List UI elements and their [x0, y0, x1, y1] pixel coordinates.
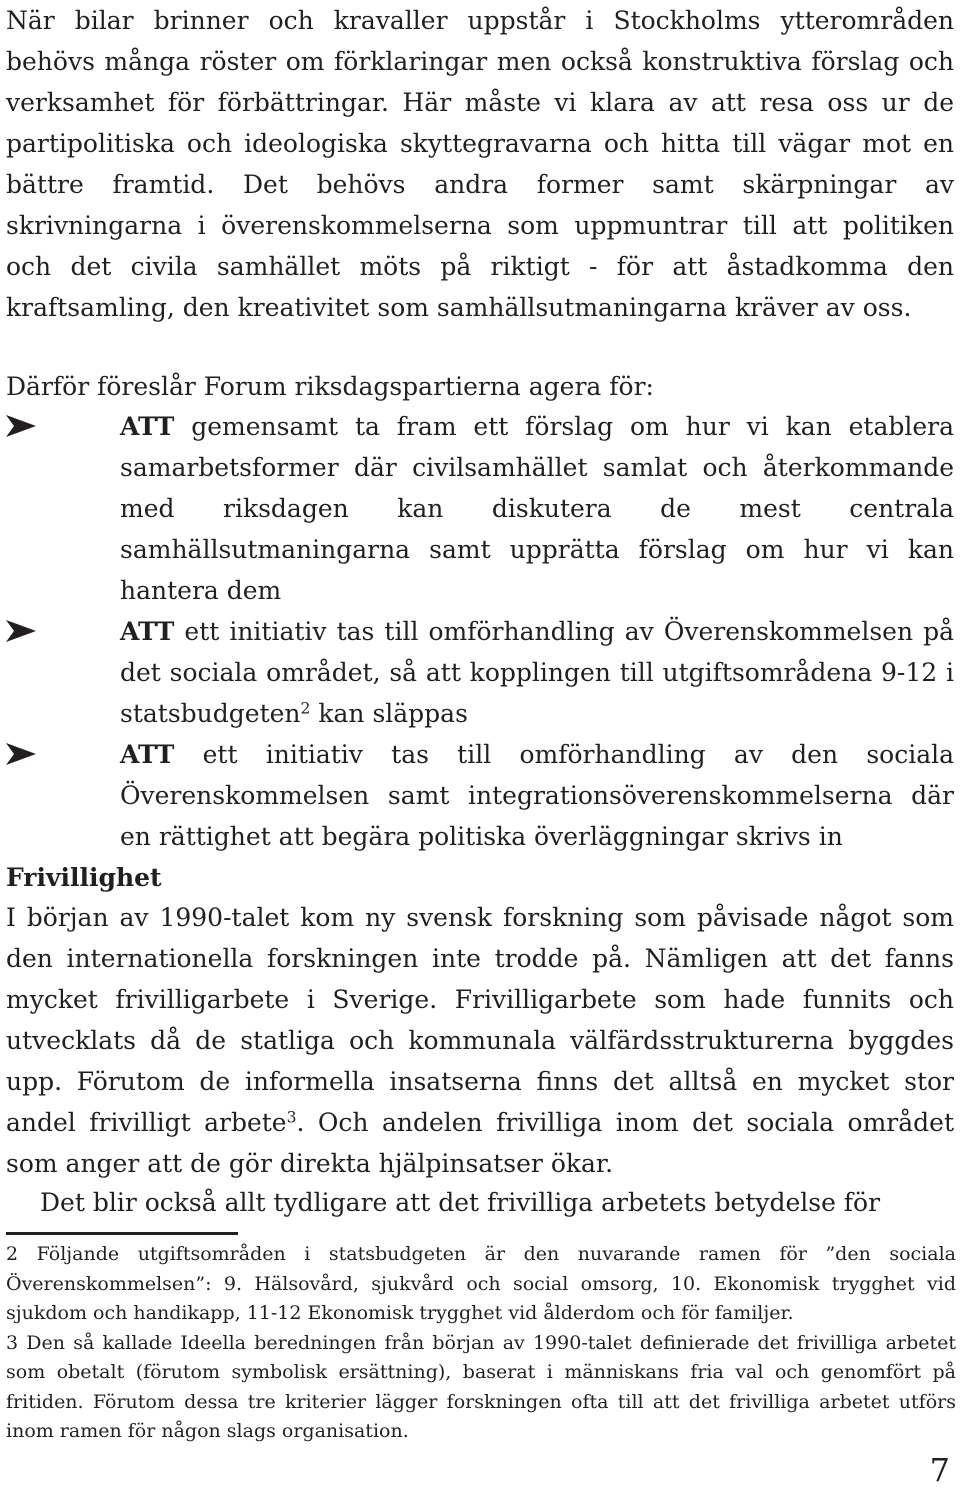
page-number: 7 [929, 1451, 950, 1489]
list-item [6, 611, 954, 734]
footnote-ref: 3 [286, 1108, 297, 1127]
paragraph-frivillighet-part-a: I början av 1990-talet kom ny svensk forskning som påvisade något som den internationella forskningen inte trodde på. Nämligen att det fanns mycket frivilligarbete i Sverige. Frivilligarbete som hade funnits och utvecklats då de statliga och kommunala välfärdsstrukturerna byggdes upp. Förutom de informella insatserna finns det alltså en mycket stor andel frivilligt arbete [6, 903, 954, 1137]
list-item [6, 406, 954, 611]
list-item-text: ett initiativ tas till omförhandling av Överenskommelsen på det sociala området, så att kopplingen till utgiftsområdena 9-12 i statsbudgeten [120, 617, 954, 728]
footnote-3: 3 Den så kallade Ideella beredningen från början av 1990-talet definierade det frivilliga arbetet som obetalt (förutom symbolisk ersättning), baserat i människans fria val och genomfört på fritiden. Förutom dessa tre kriterier lägger forskningen ofta till att det frivilliga arbetet utförs inom ramen för någon slags organisation. [6, 1331, 956, 1442]
section-heading: Frivillighet [6, 863, 162, 892]
footnote-2: 2 Följande utgiftsområden i statsbudgeten är den nuvarande ramen för ”den sociala Överenskommelsen”: 9. Hälsovård, sjukvård och social omsorg, 10. Ekonomisk trygghet vid sjukdom och handikapp, 11-12 Ekonomisk trygghet vid ålderdom och för familjer. [6, 1243, 956, 1324]
list-item-lead: ATT [120, 740, 175, 769]
paragraph-intro-part-a: När bilar brinner och kravaller uppstår i Stockholms ytterområden behövs många röster om förklaringar men också konstruktiva förslag och verksamhet för förbättringar. Här måste vi klara av att resa oss ur de partipolitiska och ideologiska skyttegravarna och hitta till vägar mot en bättre framtid. [6, 6, 954, 199]
list-item-text: ett initiativ tas till omförhandling av den sociala Överenskommelsen samt integrationsöverenskommelserna där en rättighet att begära politiska överläggningar skrivs in [120, 740, 954, 851]
arrowhead-bullet-icon [6, 743, 36, 765]
footnotes [6, 1240, 956, 1447]
proposal-list [6, 406, 954, 857]
paragraph-intro [6, 0, 954, 328]
arrowhead-bullet-icon [6, 620, 36, 642]
list-item [6, 734, 954, 857]
list-item-tail: kan släppas [310, 699, 468, 728]
paragraph-continued: Det blir också allt tydligare att det frivilliga arbetets betydelse för [40, 1188, 881, 1217]
footnote-ref: 2 [300, 699, 311, 718]
proposal-intro: Därför föreslår Forum riksdagspartierna agera för: [6, 372, 654, 401]
list-item-lead: ATT [120, 412, 175, 441]
list-item-text: gemensamt ta fram ett förslag om hur vi kan etablera samarbetsformer där civilsamhället samlat och återkommande med riksdagen kan diskutera de mest centrala samhällsutmaningarna samt upprätta förslag om hur vi kan hantera dem [120, 412, 954, 605]
footnote-divider [6, 1232, 238, 1235]
paragraph-frivillighet [6, 897, 954, 1184]
list-item-lead: ATT [120, 617, 175, 646]
paragraph-intro-part-b: Det behövs andra former samt skärpningar av skrivningarna i överenskommelserna som uppmuntrar till att politiken och det civila samhället möts på riktigt - för att åstadkomma den kraftsamling, den kreativitet som samhällsutmaningarna kräver av oss. [6, 170, 955, 322]
paragraph-frivillighet-part-b: . Och andelen frivilliga inom det sociala området som anger att de gör direkta hjälpinsatser ökar. [6, 1108, 955, 1178]
arrowhead-bullet-icon [6, 415, 36, 437]
